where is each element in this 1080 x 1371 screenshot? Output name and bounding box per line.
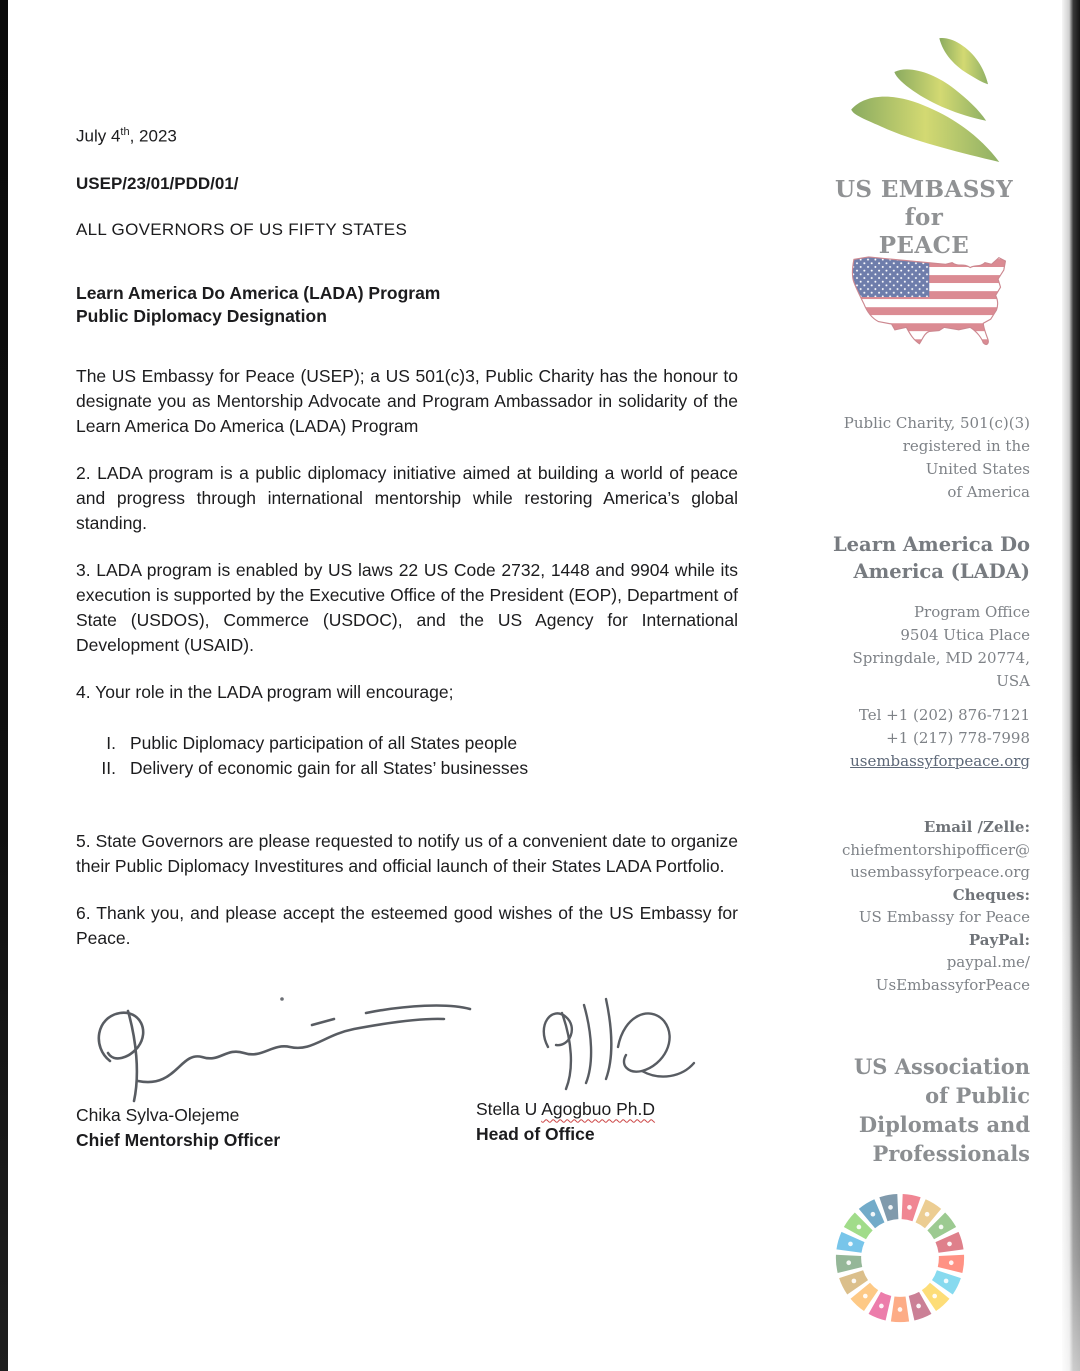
list-item	[76, 756, 738, 781]
signature-chika-sylva-olejeme	[76, 985, 476, 1103]
email-zelle-label: Email /Zelle:	[923, 818, 1030, 836]
peace-leaf-logo	[840, 32, 1018, 176]
charity-line-1: Public Charity, 501(c)(3)	[843, 414, 1030, 432]
signatory-name-right	[476, 1099, 740, 1120]
date-suffix: , 2023	[129, 126, 177, 146]
subject-heading	[76, 282, 738, 328]
signatory-name-left: Chika Sylva-Olejeme	[76, 1104, 240, 1125]
telephone-block	[818, 704, 1030, 773]
us-map-flag-logo	[842, 243, 1010, 351]
date-ordinal: th	[120, 126, 130, 138]
lada-line-1: Learn America Do	[832, 533, 1030, 556]
charity-line-2: registered in the	[902, 437, 1030, 455]
association-line-2: of Public	[925, 1083, 1030, 1108]
roman-numeral-list	[76, 731, 738, 781]
list-text-1: Public Diplomacy participation of all States people	[130, 732, 518, 753]
cheques-label: Cheques:	[952, 885, 1030, 904]
subject-line-1: Learn America Do America (LADA) Program	[76, 282, 441, 303]
org-name-line-1: US EMBASSY for	[834, 176, 1014, 231]
signature-block-left	[76, 985, 476, 1151]
charity-line-3: United States	[925, 460, 1030, 478]
office-line-2: 9504 Utica Place	[900, 626, 1030, 644]
list-numeral-1: I.	[106, 732, 116, 753]
scan-edge-right-fade	[1062, 0, 1080, 1371]
name-prefix: Stella U	[476, 1098, 542, 1119]
scan-edge-left	[0, 0, 8, 1371]
recipient-line: ALL GOVERNORS OF US FIFTY STATES	[76, 219, 408, 239]
signatory-title-left: Chief Mentorship Officer	[76, 1129, 281, 1150]
name-spellcheck-underline: Agogbuo Ph.D	[541, 1098, 656, 1119]
association-line-1: US Association	[853, 1054, 1030, 1079]
signature-block-right	[476, 985, 740, 1145]
website-link[interactable]: usembassyforpeace.org	[850, 752, 1030, 770]
signatory-title-right: Head of Office	[476, 1123, 595, 1144]
paragraph-5: 5. State Governors are please requested to notify us of a convenient date to organize their Public Diplomacy Investitures and official launch of their States LADA Portfolio.	[76, 830, 738, 876]
subject-line-2: Public Diplomacy Designation	[76, 305, 327, 326]
tel-line-2: +1 (217) 778-7998	[886, 729, 1030, 747]
org-name-line-2: PEACE	[878, 232, 970, 259]
office-line-1: Program Office	[913, 603, 1030, 621]
us-map-flag-icon	[844, 243, 1008, 347]
email-address-part-1: chiefmentorshipofficer@	[842, 840, 1030, 859]
list-numeral-2: II.	[101, 757, 116, 778]
charity-registration-block	[818, 412, 1030, 504]
paypal-link-part-2: UsEmbassyforPeace	[875, 975, 1030, 994]
list-item	[76, 731, 738, 756]
letter-date	[76, 126, 738, 147]
paragraph-3: 3. LADA program is enabled by US laws 22 US Code 2732, 1448 and 9904 while its execution is supported by the Executive Office of the President (EOP), Department of State (USDOS), Commerce (USDOC), and the US Agency for International Development (USAID).	[76, 559, 738, 655]
charity-line-4: of America	[947, 483, 1030, 501]
office-line-4: USA	[996, 672, 1030, 690]
lada-line-2: America (LADA)	[853, 560, 1030, 583]
paragraph-1: The US Embassy for Peace (USEP); a US 501(c)3, Public Charity has the honour to designate you as Mentorship Advocate and Program Ambassador in solidarity of the Learn America Do America (LADA) Program	[76, 365, 738, 436]
sdg-wheel-logo	[832, 1190, 968, 1330]
signature-stella-agogbuo	[520, 985, 740, 1097]
leaf-icon	[840, 32, 1018, 172]
office-line-3: Springdale, MD 20774,	[852, 649, 1030, 667]
paragraph-4: 4. Your role in the LADA program will encourage;	[76, 681, 454, 702]
association-line-3: Diplomats and	[858, 1112, 1030, 1137]
contact-payment-block	[818, 816, 1030, 996]
signature-ink-dot	[280, 997, 284, 1001]
lada-program-heading	[818, 531, 1030, 585]
program-office-address	[818, 601, 1030, 693]
tel-line-1: Tel +1 (202) 876-7121	[858, 706, 1030, 724]
letter-body-column	[76, 126, 738, 1151]
email-address-part-2: usembassyforpeace.org	[850, 863, 1030, 881]
paragraph-2: 2. LADA program is a public diplomacy initiative aimed at building a world of peace and progress through international mentorship while restoring America’s global standing.	[76, 462, 738, 533]
paypal-label: PayPal:	[968, 930, 1030, 949]
paypal-link-part-1: paypal.me/	[946, 953, 1030, 971]
association-line-4: Professionals	[872, 1141, 1030, 1166]
reference-number: USEP/23/01/PDD/01/	[76, 173, 239, 193]
date-prefix: July 4	[76, 126, 121, 146]
sdg-wheel-icon	[832, 1190, 968, 1326]
signature-area	[76, 985, 738, 1151]
association-heading	[818, 1052, 1030, 1168]
list-text-2: Delivery of economic gain for all States’ businesses	[130, 757, 529, 778]
paragraph-6: 6. Thank you, and please accept the esteemed good wishes of the US Embassy for Peace.	[76, 902, 738, 948]
cheques-payee: US Embassy for Peace	[858, 908, 1030, 926]
